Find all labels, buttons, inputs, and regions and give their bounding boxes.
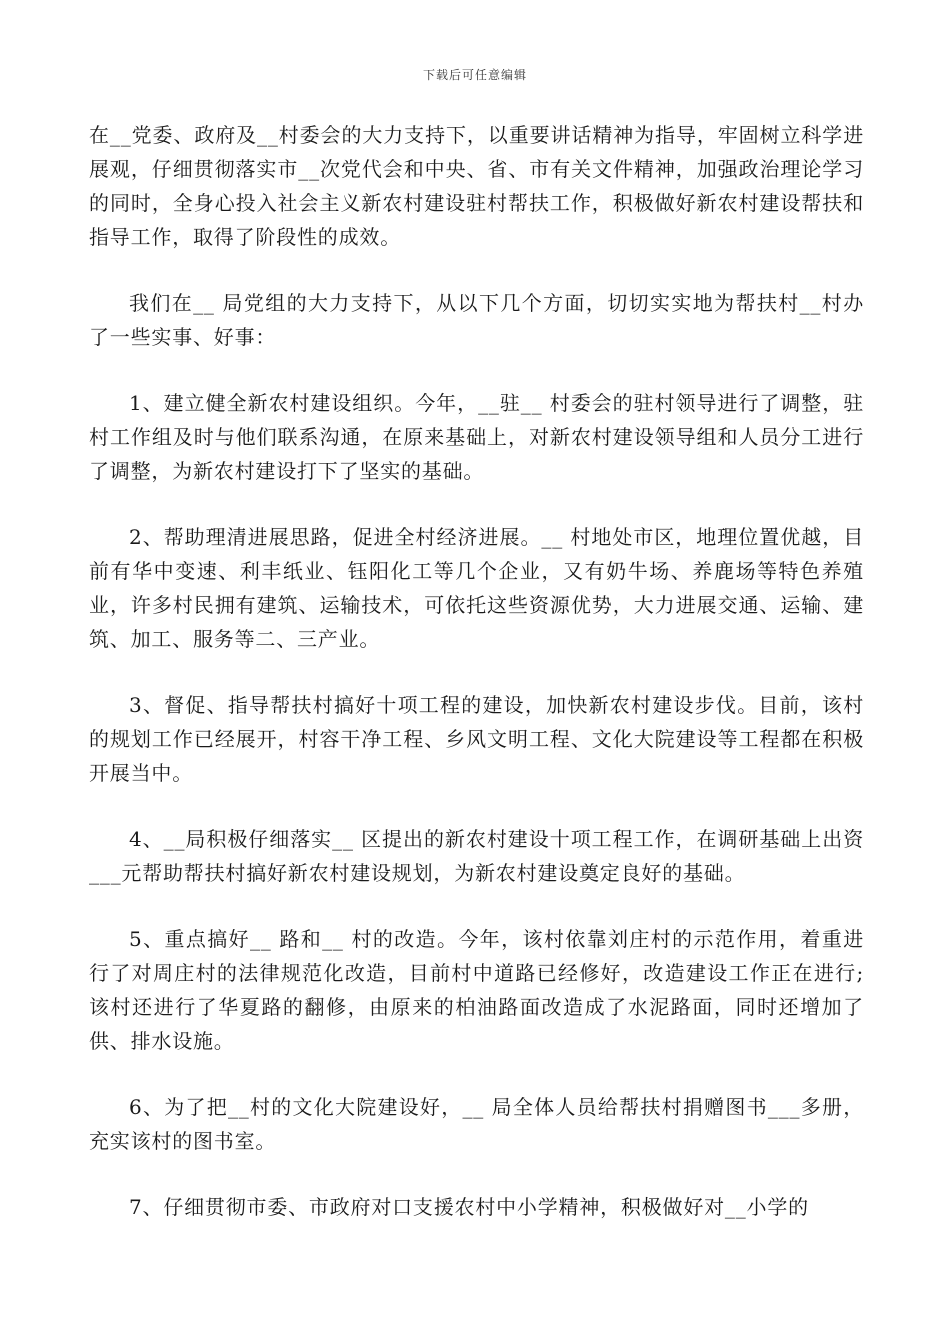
paragraph-overview: 我们在__ 局党组的大力支持下，从以下几个方面，切切实实地为帮扶村__村办了一些实事、好事： <box>89 291 864 349</box>
paragraph-item-3: 3、督促、指导帮扶村搞好十项工程的建设，加快新农村建设步伐。目前，该村的规划工作已经展开，村容干净工程、乡风文明工程、文化大院建设等工程都在积极开展当中。 <box>89 693 864 785</box>
paragraph-item-2: 2、帮助理清进展思路，促进全村经济进展。__ 村地处市区，地理位置优越，目前有华中变速、利丰纸业、钰阳化工等几个企业，又有奶牛场、养鹿场等特色养殖业，许多村民拥有建筑、运输技术，可依托这些资源优势，大力进展交通、运输、建筑、加工、服务等二、三产业。 <box>89 525 864 651</box>
paragraph-item-4: 4、__局积极仔细落实__ 区提出的新农村建设十项工程工作，在调研基础上出资___元帮助帮扶村搞好新农村建设规划，为新农村建设奠定良好的基础。 <box>89 827 864 885</box>
page-header: 下载后可任意编辑 <box>422 68 527 82</box>
paragraph-item-1: 1、建立健全新农村建设组织。今年，__驻__ 村委会的驻村领导进行了调整，驻村工作组及时与他们联系沟通，在原来基础上，对新农村建设领导组和人员分工进行了调整，为新农村建设打下了坚实的基础。 <box>89 391 864 483</box>
paragraph-intro: 在__党委、政府及__村委会的大力支持下，以重要讲话精神为指导，牢固树立科学进展观，仔细贯彻落实市__次党代会和中央、省、市有关文件精神，加强政治理论学习的同时，全身心投入社会主义新农村建设驻村帮扶工作，积极做好新农村建设帮扶和指导工作，取得了阶段性的成效。 <box>89 123 864 249</box>
paragraph-item-6: 6、为了把__村的文化大院建设好，__ 局全体人员给帮扶村捐赠图书___多册，充实该村的图书室。 <box>89 1095 864 1153</box>
document-body <box>89 118 864 1256</box>
paragraph-item-5: 5、重点搞好__ 路和__ 村的改造。今年，该村依靠刘庄村的示范作用，着重进行了对周庄村的法律规范化改造，目前村中道路已经修好，改造建设工作正在进行;该村还进行了华夏路的翻修，由原来的柏油路面改造成了水泥路面，同时还增加了供、排水设施。 <box>89 927 864 1053</box>
paragraph-item-7: 7、仔细贯彻市委、市政府对口支援农村中小学精神，积极做好对__小学的 <box>129 1195 809 1219</box>
